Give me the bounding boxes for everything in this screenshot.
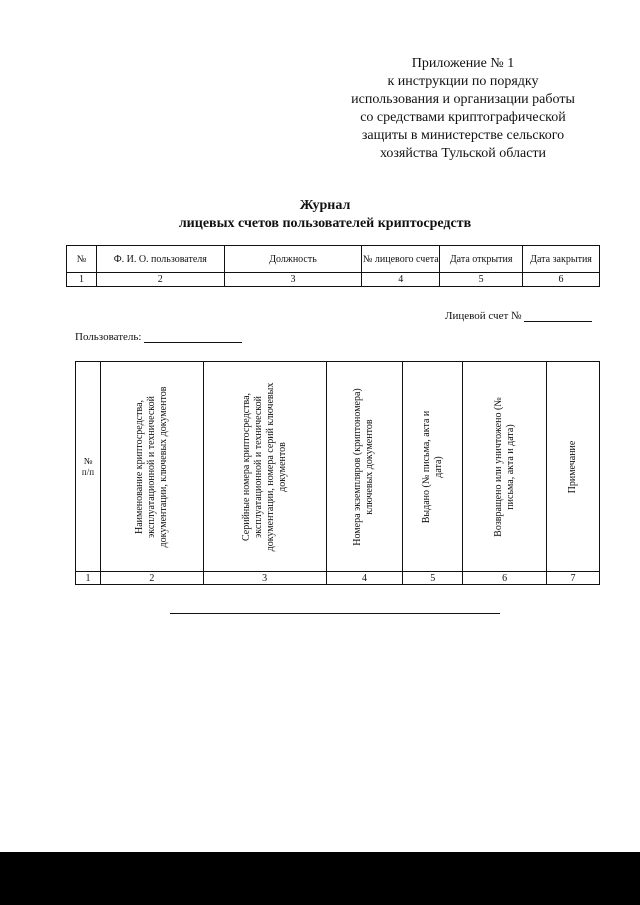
crypto-table xyxy=(75,361,600,585)
number-cell: 1 xyxy=(67,273,97,287)
number-cell: 4 xyxy=(362,273,440,287)
number-cell: 7 xyxy=(547,572,600,585)
header-cell xyxy=(326,362,403,572)
number-cell: 6 xyxy=(463,572,547,585)
appendix-line: хозяйства Тульской области xyxy=(379,146,547,161)
header-cell: Дата открытия xyxy=(440,246,523,273)
header-cell: № лицевого счета xyxy=(362,246,440,273)
appendix-line: использования и организации работы xyxy=(351,92,575,107)
user-field xyxy=(75,331,242,343)
title-line-1: Журнал xyxy=(299,198,351,213)
appendix-line: со средствами криптографической xyxy=(360,110,566,125)
header-cell xyxy=(463,362,547,572)
number-cell: 5 xyxy=(440,273,523,287)
account-label: Лицевой счет № xyxy=(445,310,522,322)
document-title xyxy=(130,197,520,233)
number-cell: 2 xyxy=(96,273,224,287)
header-text: Примечание xyxy=(567,440,579,493)
header-text: № п/п xyxy=(81,455,95,477)
number-cell: 4 xyxy=(326,572,403,585)
account-number-field xyxy=(445,310,592,322)
header-cell: Дата закрытия xyxy=(523,246,600,273)
table-number-row xyxy=(67,273,600,287)
header-text: Выдано (№ письма, акта и дата) xyxy=(420,410,444,523)
accounts-table xyxy=(66,245,600,287)
number-cell: 6 xyxy=(523,273,600,287)
table-header-row xyxy=(76,362,600,572)
signature-line xyxy=(170,613,500,614)
user-label: Пользователь: xyxy=(75,331,142,343)
scan-edge-bar xyxy=(0,852,640,905)
header-cell xyxy=(76,362,101,572)
number-cell: 5 xyxy=(403,572,463,585)
appendix-line: к инструкции по порядку xyxy=(387,74,539,89)
table-number-row xyxy=(76,572,600,585)
header-cell xyxy=(403,362,463,572)
number-cell: 2 xyxy=(100,572,203,585)
header-cell: Ф. И. О. пользователя xyxy=(96,246,224,273)
account-blank-line xyxy=(524,311,592,322)
header-cell xyxy=(203,362,326,572)
header-text: Наименование криптосредства, эксплуатационной и технической документации, ключевых документов xyxy=(133,386,169,547)
header-text: Возвращено или уничтожено (№ письма, акта и дата) xyxy=(492,396,516,537)
header-cell: № xyxy=(67,246,97,273)
number-cell: 3 xyxy=(224,273,362,287)
header-cell xyxy=(100,362,203,572)
header-cell xyxy=(547,362,600,572)
appendix-line: Приложение № 1 xyxy=(411,56,515,71)
header-cell: Должность xyxy=(224,246,362,273)
header-text: Номера экземпляров (криптономера) ключевых документов xyxy=(352,387,376,546)
user-blank-line xyxy=(144,332,242,343)
number-cell: 3 xyxy=(203,572,326,585)
title-line-2: лицевых счетов пользователей криптосредств xyxy=(178,216,472,231)
table-header-row xyxy=(67,246,600,273)
appendix-line: защиты в министерстве сельского xyxy=(361,128,565,143)
header-text: Серийные номера криптосредства, эксплуатационной и технической документации, номера серий ключевых документов xyxy=(240,382,288,551)
appendix-note xyxy=(318,55,608,163)
number-cell: 1 xyxy=(76,572,101,585)
